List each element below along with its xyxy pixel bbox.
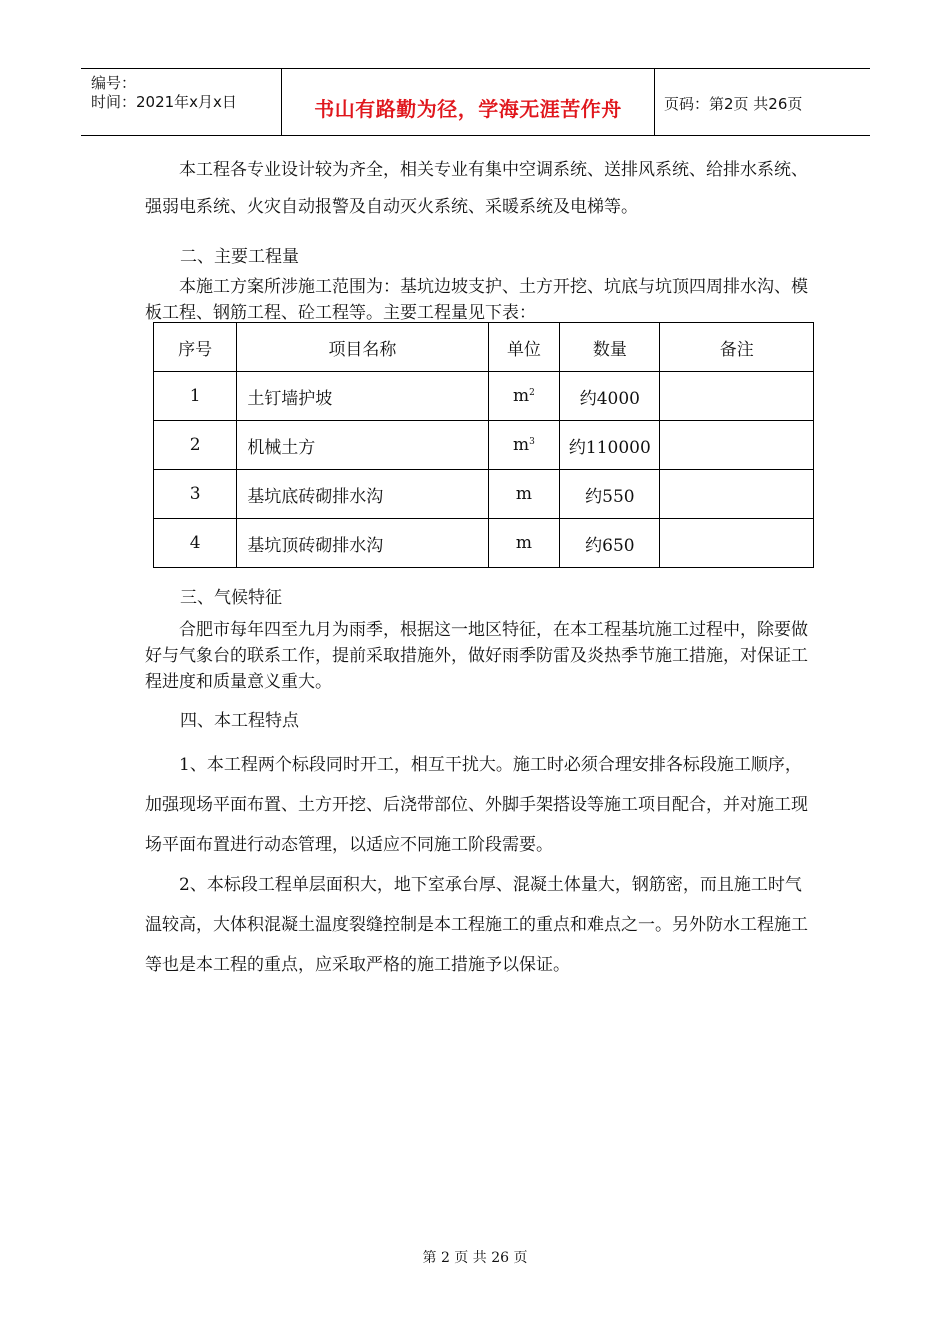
- date-label: 时间：2021年x月x日: [91, 93, 237, 111]
- cell-name: 机械土方: [237, 421, 488, 470]
- cell-qty: 约4000: [560, 372, 660, 421]
- cell-note: [660, 470, 814, 519]
- scope-paragraph: 本施工方案所涉施工范围为：基坑边坡支护、土方开挖、坑底与坑顶四周排水沟、模板工程、钢筋工程、砼工程等。主要工程量见下表：: [145, 277, 808, 323]
- cell-no: 3: [154, 470, 237, 519]
- cell-qty: 约650: [560, 519, 660, 568]
- cell-no: 1: [154, 372, 237, 421]
- cell-no: 4: [154, 519, 237, 568]
- header-meta: [91, 74, 237, 112]
- table-row: [154, 372, 814, 421]
- unit-text: m: [513, 386, 530, 406]
- col-header-no: 序号: [154, 323, 237, 372]
- feature-paragraph-2: 2、本标段工程单层面积大，地下室承台厚、混凝土体量大，钢筋密，而且施工时气温较高，大体积混凝土温度裂缝控制是本工程施工的重点和难点之一。另外防水工程施工等也是本工程的重点，应采取严格的施工措施予以保证。: [145, 875, 808, 975]
- cell-qty: 约550: [560, 470, 660, 519]
- cell-note: [660, 519, 814, 568]
- col-header-note: 备注: [660, 323, 814, 372]
- unit-superscript: 3: [529, 437, 535, 447]
- cell-name: 土钉墙护坡: [237, 372, 488, 421]
- col-header-name: 项目名称: [237, 323, 488, 372]
- table-header-row: [154, 323, 814, 372]
- cell-unit: [488, 421, 560, 470]
- col-header-unit: 单位: [488, 323, 560, 372]
- table-row: [154, 421, 814, 470]
- cell-note: [660, 372, 814, 421]
- unit-text: m: [515, 533, 532, 553]
- header-page-info: 页码：第2页 共26页: [664, 95, 803, 113]
- section-heading-3: 三、气候特征: [180, 588, 282, 608]
- header-motto: 书山有路勤为径，学海无涯苦作舟: [314, 97, 622, 121]
- table-row: [154, 519, 814, 568]
- cell-note: [660, 421, 814, 470]
- climate-paragraph: 合肥市每年四至九月为雨季，根据这一地区特征，在本工程基坑施工过程中，除要做好与气象台的联系工作，提前采取措施外，做好雨季防雷及炎热季节施工措施，对保证工程进度和质量意义重大。: [145, 620, 808, 692]
- section-heading-4: 四、本工程特点: [180, 711, 299, 731]
- cell-unit: [488, 519, 560, 568]
- header-divider-right: [654, 69, 655, 135]
- header-bottom-rule: [81, 135, 870, 136]
- unit-text: m: [515, 484, 532, 504]
- page-footer: 第 2 页 共 26 页: [422, 1250, 528, 1266]
- cell-unit: [488, 470, 560, 519]
- quantity-table: [153, 322, 814, 568]
- cell-name: 基坑底砖砌排水沟: [237, 470, 488, 519]
- number-label: 编号：: [91, 74, 137, 92]
- cell-qty: 约110000: [560, 421, 660, 470]
- cell-no: 2: [154, 421, 237, 470]
- section-heading-2: 二、主要工程量: [180, 247, 299, 267]
- col-header-qty: 数量: [560, 323, 660, 372]
- table-row: [154, 470, 814, 519]
- feature-paragraph-1: 1、本工程两个标段同时开工，相互干扰大。施工时必须合理安排各标段施工顺序，加强现场平面布置、土方开挖、后浇带部位、外脚手架搭设等施工项目配合，并对施工现场平面布置进行动态管理，以适应不同施工阶段需要。: [145, 755, 808, 855]
- intro-paragraph: 本工程各专业设计较为齐全，相关专业有集中空调系统、送排风系统、给排水系统、强弱电系统、火灾自动报警及自动灭火系统、采暖系统及电梯等。: [145, 160, 808, 217]
- header-top-rule: [81, 68, 870, 69]
- unit-superscript: 2: [529, 388, 535, 398]
- cell-name: 基坑顶砖砌排水沟: [237, 519, 488, 568]
- cell-unit: [488, 372, 560, 421]
- unit-text: m: [513, 435, 530, 455]
